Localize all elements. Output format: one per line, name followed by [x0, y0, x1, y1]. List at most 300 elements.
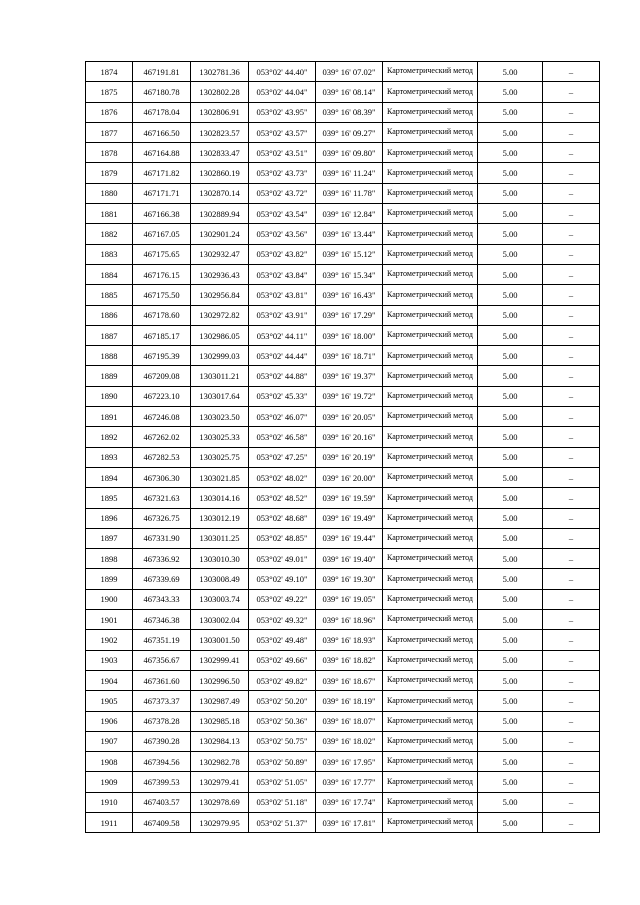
point-number-cell: 1875	[86, 82, 133, 102]
longitude-cell: 039° 16' 19.37"	[316, 366, 383, 386]
accuracy-cell: 5.00	[478, 467, 543, 487]
table-row	[86, 163, 600, 183]
method-cell: Картометрический метод	[383, 224, 478, 244]
longitude-cell: 039° 16' 17.74"	[316, 792, 383, 812]
coord-y-cell: 1302781.36	[191, 62, 249, 82]
coord-x-cell: 467166.50	[133, 122, 191, 142]
method-cell: Картометрический метод	[383, 549, 478, 569]
coord-y-cell: 1302806.91	[191, 102, 249, 122]
point-number-cell: 1902	[86, 630, 133, 650]
accuracy-cell: 5.00	[478, 346, 543, 366]
method-cell: Картометрический метод	[383, 102, 478, 122]
method-cell: Картометрический метод	[383, 812, 478, 832]
longitude-cell: 039° 16' 19.49"	[316, 508, 383, 528]
coord-y-cell: 1302999.41	[191, 650, 249, 670]
table-row	[86, 792, 600, 812]
table-row	[86, 447, 600, 467]
accuracy-cell: 5.00	[478, 285, 543, 305]
method-cell: Картометрический метод	[383, 670, 478, 690]
method-cell: Картометрический метод	[383, 264, 478, 284]
accuracy-cell: 5.00	[478, 366, 543, 386]
coord-y-cell: 1302870.14	[191, 183, 249, 203]
coord-y-cell: 1303021.85	[191, 467, 249, 487]
accuracy-cell: 5.00	[478, 224, 543, 244]
coord-y-cell: 1302984.13	[191, 731, 249, 751]
coord-x-cell: 467164.88	[133, 143, 191, 163]
latitude-cell: 053°02' 43.54"	[249, 204, 316, 224]
table-body	[86, 62, 600, 833]
table-row	[86, 731, 600, 751]
note-cell: –	[543, 731, 600, 751]
latitude-cell: 053°02' 43.84"	[249, 264, 316, 284]
note-cell: –	[543, 467, 600, 487]
coord-y-cell: 1302978.69	[191, 792, 249, 812]
point-number-cell: 1898	[86, 549, 133, 569]
note-cell: –	[543, 366, 600, 386]
longitude-cell: 039° 16' 09.80"	[316, 143, 383, 163]
coord-y-cell: 1303011.25	[191, 528, 249, 548]
note-cell: –	[543, 508, 600, 528]
accuracy-cell: 5.00	[478, 427, 543, 447]
coord-y-cell: 1302996.50	[191, 670, 249, 690]
method-cell: Картометрический метод	[383, 325, 478, 345]
note-cell: –	[543, 163, 600, 183]
coord-y-cell: 1302986.05	[191, 325, 249, 345]
accuracy-cell: 5.00	[478, 122, 543, 142]
note-cell: –	[543, 610, 600, 630]
note-cell: –	[543, 772, 600, 792]
coord-x-cell: 467282.53	[133, 447, 191, 467]
table-row	[86, 610, 600, 630]
accuracy-cell: 5.00	[478, 772, 543, 792]
accuracy-cell: 5.00	[478, 731, 543, 751]
method-cell: Картометрический метод	[383, 143, 478, 163]
coord-x-cell: 467321.63	[133, 488, 191, 508]
method-cell: Картометрический метод	[383, 346, 478, 366]
point-number-cell: 1904	[86, 670, 133, 690]
latitude-cell: 053°02' 43.82"	[249, 244, 316, 264]
method-cell: Картометрический метод	[383, 163, 478, 183]
method-cell: Картометрический метод	[383, 650, 478, 670]
longitude-cell: 039° 16' 20.16"	[316, 427, 383, 447]
coord-y-cell: 1303002.04	[191, 610, 249, 630]
method-cell: Картометрический метод	[383, 427, 478, 447]
note-cell: –	[543, 589, 600, 609]
latitude-cell: 053°02' 44.11"	[249, 325, 316, 345]
table-row	[86, 122, 600, 142]
coord-y-cell: 1303014.16	[191, 488, 249, 508]
accuracy-cell: 5.00	[478, 102, 543, 122]
latitude-cell: 053°02' 48.68"	[249, 508, 316, 528]
table-row	[86, 549, 600, 569]
latitude-cell: 053°02' 45.33"	[249, 386, 316, 406]
note-cell: –	[543, 102, 600, 122]
table-row	[86, 143, 600, 163]
note-cell: –	[543, 427, 600, 447]
point-number-cell: 1877	[86, 122, 133, 142]
accuracy-cell: 5.00	[478, 488, 543, 508]
coord-y-cell: 1303010.30	[191, 549, 249, 569]
method-cell: Картометрический метод	[383, 691, 478, 711]
coord-y-cell: 1302802.28	[191, 82, 249, 102]
coord-x-cell: 467180.78	[133, 82, 191, 102]
coord-x-cell: 467409.58	[133, 812, 191, 832]
accuracy-cell: 5.00	[478, 630, 543, 650]
note-cell: –	[543, 82, 600, 102]
latitude-cell: 053°02' 48.02"	[249, 467, 316, 487]
accuracy-cell: 5.00	[478, 792, 543, 812]
longitude-cell: 039° 16' 20.05"	[316, 407, 383, 427]
coord-x-cell: 467185.17	[133, 325, 191, 345]
note-cell: –	[543, 143, 600, 163]
latitude-cell: 053°02' 43.73"	[249, 163, 316, 183]
latitude-cell: 053°02' 49.82"	[249, 670, 316, 690]
coord-y-cell: 1303017.64	[191, 386, 249, 406]
method-cell: Картометрический метод	[383, 528, 478, 548]
coord-x-cell: 467209.08	[133, 366, 191, 386]
method-cell: Картометрический метод	[383, 366, 478, 386]
coord-y-cell: 1302979.41	[191, 772, 249, 792]
table-row	[86, 224, 600, 244]
coord-x-cell: 467394.56	[133, 752, 191, 772]
longitude-cell: 039° 16' 16.43"	[316, 285, 383, 305]
longitude-cell: 039° 16' 19.59"	[316, 488, 383, 508]
coord-x-cell: 467175.65	[133, 244, 191, 264]
latitude-cell: 053°02' 48.52"	[249, 488, 316, 508]
coord-y-cell: 1303001.50	[191, 630, 249, 650]
coord-x-cell: 467390.28	[133, 731, 191, 751]
note-cell: –	[543, 122, 600, 142]
coord-x-cell: 467326.75	[133, 508, 191, 528]
point-number-cell: 1878	[86, 143, 133, 163]
table-row	[86, 407, 600, 427]
coord-y-cell: 1302889.94	[191, 204, 249, 224]
latitude-cell: 053°02' 47.25"	[249, 447, 316, 467]
table-row	[86, 508, 600, 528]
coord-x-cell: 467262.02	[133, 427, 191, 447]
coord-x-cell: 467339.69	[133, 569, 191, 589]
method-cell: Картометрический метод	[383, 183, 478, 203]
latitude-cell: 053°02' 51.05"	[249, 772, 316, 792]
accuracy-cell: 5.00	[478, 163, 543, 183]
table-row	[86, 183, 600, 203]
point-number-cell: 1880	[86, 183, 133, 203]
accuracy-cell: 5.00	[478, 711, 543, 731]
method-cell: Картометрический метод	[383, 792, 478, 812]
method-cell: Картометрический метод	[383, 244, 478, 264]
method-cell: Картометрический метод	[383, 386, 478, 406]
accuracy-cell: 5.00	[478, 691, 543, 711]
coord-x-cell: 467306.30	[133, 467, 191, 487]
coord-x-cell: 467246.08	[133, 407, 191, 427]
coord-x-cell: 467351.19	[133, 630, 191, 650]
table-row	[86, 366, 600, 386]
method-cell: Картометрический метод	[383, 204, 478, 224]
coord-y-cell: 1302985.18	[191, 711, 249, 731]
point-number-cell: 1899	[86, 569, 133, 589]
longitude-cell: 039° 16' 18.67"	[316, 670, 383, 690]
latitude-cell: 053°02' 49.32"	[249, 610, 316, 630]
accuracy-cell: 5.00	[478, 325, 543, 345]
latitude-cell: 053°02' 46.58"	[249, 427, 316, 447]
point-number-cell: 1893	[86, 447, 133, 467]
latitude-cell: 053°02' 50.75"	[249, 731, 316, 751]
method-cell: Картометрический метод	[383, 467, 478, 487]
point-number-cell: 1886	[86, 305, 133, 325]
longitude-cell: 039° 16' 18.07"	[316, 711, 383, 731]
longitude-cell: 039° 16' 11.24"	[316, 163, 383, 183]
note-cell: –	[543, 812, 600, 832]
note-cell: –	[543, 569, 600, 589]
note-cell: –	[543, 264, 600, 284]
point-number-cell: 1889	[86, 366, 133, 386]
point-number-cell: 1900	[86, 589, 133, 609]
longitude-cell: 039° 16' 18.82"	[316, 650, 383, 670]
point-number-cell: 1897	[86, 528, 133, 548]
table-row	[86, 691, 600, 711]
point-number-cell: 1895	[86, 488, 133, 508]
note-cell: –	[543, 62, 600, 82]
accuracy-cell: 5.00	[478, 143, 543, 163]
table-row	[86, 772, 600, 792]
accuracy-cell: 5.00	[478, 508, 543, 528]
coord-x-cell: 467167.05	[133, 224, 191, 244]
latitude-cell: 053°02' 49.22"	[249, 589, 316, 609]
table-row	[86, 204, 600, 224]
coord-y-cell: 1303011.21	[191, 366, 249, 386]
longitude-cell: 039° 16' 20.00"	[316, 467, 383, 487]
coord-x-cell: 467178.04	[133, 102, 191, 122]
table-row	[86, 305, 600, 325]
coord-x-cell: 467399.53	[133, 772, 191, 792]
point-number-cell: 1909	[86, 772, 133, 792]
longitude-cell: 039° 16' 09.27"	[316, 122, 383, 142]
coord-x-cell: 467171.71	[133, 183, 191, 203]
latitude-cell: 053°02' 43.57"	[249, 122, 316, 142]
longitude-cell: 039° 16' 17.29"	[316, 305, 383, 325]
longitude-cell: 039° 16' 19.05"	[316, 589, 383, 609]
note-cell: –	[543, 630, 600, 650]
longitude-cell: 039° 16' 18.00"	[316, 325, 383, 345]
point-number-cell: 1884	[86, 264, 133, 284]
point-number-cell: 1901	[86, 610, 133, 630]
table-row	[86, 670, 600, 690]
table-row	[86, 650, 600, 670]
note-cell: –	[543, 346, 600, 366]
table-row	[86, 264, 600, 284]
longitude-cell: 039° 16' 20.19"	[316, 447, 383, 467]
coord-x-cell: 467373.37	[133, 691, 191, 711]
point-number-cell: 1911	[86, 812, 133, 832]
coord-x-cell: 467343.33	[133, 589, 191, 609]
coord-y-cell: 1303025.33	[191, 427, 249, 447]
latitude-cell: 053°02' 43.91"	[249, 305, 316, 325]
longitude-cell: 039° 16' 08.14"	[316, 82, 383, 102]
note-cell: –	[543, 528, 600, 548]
accuracy-cell: 5.00	[478, 183, 543, 203]
coord-y-cell: 1302979.95	[191, 812, 249, 832]
latitude-cell: 053°02' 50.89"	[249, 752, 316, 772]
point-number-cell: 1887	[86, 325, 133, 345]
point-number-cell: 1890	[86, 386, 133, 406]
coord-y-cell: 1302956.84	[191, 285, 249, 305]
point-number-cell: 1910	[86, 792, 133, 812]
longitude-cell: 039° 16' 07.02"	[316, 62, 383, 82]
point-number-cell: 1892	[86, 427, 133, 447]
coord-y-cell: 1303023.50	[191, 407, 249, 427]
point-number-cell: 1885	[86, 285, 133, 305]
note-cell: –	[543, 447, 600, 467]
longitude-cell: 039° 16' 13.44"	[316, 224, 383, 244]
coord-y-cell: 1302972.82	[191, 305, 249, 325]
latitude-cell: 053°02' 49.48"	[249, 630, 316, 650]
accuracy-cell: 5.00	[478, 528, 543, 548]
note-cell: –	[543, 670, 600, 690]
coord-x-cell: 467178.60	[133, 305, 191, 325]
method-cell: Картометрический метод	[383, 772, 478, 792]
table-row	[86, 346, 600, 366]
accuracy-cell: 5.00	[478, 569, 543, 589]
point-number-cell: 1876	[86, 102, 133, 122]
point-number-cell: 1888	[86, 346, 133, 366]
method-cell: Картометрический метод	[383, 731, 478, 751]
note-cell: –	[543, 488, 600, 508]
table-row	[86, 711, 600, 731]
coord-x-cell: 467378.28	[133, 711, 191, 731]
note-cell: –	[543, 691, 600, 711]
longitude-cell: 039° 16' 18.71"	[316, 346, 383, 366]
coord-x-cell: 467361.60	[133, 670, 191, 690]
longitude-cell: 039° 16' 18.96"	[316, 610, 383, 630]
coord-y-cell: 1303025.75	[191, 447, 249, 467]
point-number-cell: 1882	[86, 224, 133, 244]
latitude-cell: 053°02' 46.07"	[249, 407, 316, 427]
accuracy-cell: 5.00	[478, 589, 543, 609]
method-cell: Картометрический метод	[383, 122, 478, 142]
note-cell: –	[543, 752, 600, 772]
method-cell: Картометрический метод	[383, 62, 478, 82]
point-number-cell: 1881	[86, 204, 133, 224]
latitude-cell: 053°02' 44.88"	[249, 366, 316, 386]
method-cell: Картометрический метод	[383, 610, 478, 630]
longitude-cell: 039° 16' 17.95"	[316, 752, 383, 772]
note-cell: –	[543, 244, 600, 264]
point-number-cell: 1907	[86, 731, 133, 751]
coord-y-cell: 1303003.74	[191, 589, 249, 609]
longitude-cell: 039° 16' 12.84"	[316, 204, 383, 224]
coord-y-cell: 1302901.24	[191, 224, 249, 244]
point-number-cell: 1908	[86, 752, 133, 772]
accuracy-cell: 5.00	[478, 264, 543, 284]
accuracy-cell: 5.00	[478, 305, 543, 325]
latitude-cell: 053°02' 43.95"	[249, 102, 316, 122]
coord-y-cell: 1302936.43	[191, 264, 249, 284]
table-row	[86, 244, 600, 264]
longitude-cell: 039° 16' 17.77"	[316, 772, 383, 792]
note-cell: –	[543, 407, 600, 427]
table-row	[86, 630, 600, 650]
table-row	[86, 569, 600, 589]
latitude-cell: 053°02' 49.66"	[249, 650, 316, 670]
accuracy-cell: 5.00	[478, 204, 543, 224]
point-number-cell: 1874	[86, 62, 133, 82]
table-row	[86, 528, 600, 548]
longitude-cell: 039° 16' 19.40"	[316, 549, 383, 569]
longitude-cell: 039° 16' 18.19"	[316, 691, 383, 711]
coord-y-cell: 1303008.49	[191, 569, 249, 589]
point-number-cell: 1896	[86, 508, 133, 528]
note-cell: –	[543, 224, 600, 244]
method-cell: Картометрический метод	[383, 589, 478, 609]
coord-x-cell: 467346.38	[133, 610, 191, 630]
table-row	[86, 325, 600, 345]
accuracy-cell: 5.00	[478, 670, 543, 690]
latitude-cell: 053°02' 48.85"	[249, 528, 316, 548]
longitude-cell: 039° 16' 19.72"	[316, 386, 383, 406]
latitude-cell: 053°02' 43.72"	[249, 183, 316, 203]
longitude-cell: 039° 16' 08.39"	[316, 102, 383, 122]
longitude-cell: 039° 16' 11.78"	[316, 183, 383, 203]
coord-y-cell: 1302982.78	[191, 752, 249, 772]
coord-y-cell: 1302932.47	[191, 244, 249, 264]
point-number-cell: 1903	[86, 650, 133, 670]
accuracy-cell: 5.00	[478, 62, 543, 82]
coord-y-cell: 1302999.03	[191, 346, 249, 366]
table-row	[86, 488, 600, 508]
coord-x-cell: 467356.67	[133, 650, 191, 670]
note-cell: –	[543, 305, 600, 325]
coord-x-cell: 467336.92	[133, 549, 191, 569]
latitude-cell: 053°02' 43.51"	[249, 143, 316, 163]
table-row	[86, 285, 600, 305]
table-row	[86, 589, 600, 609]
table-row	[86, 467, 600, 487]
coord-x-cell: 467223.10	[133, 386, 191, 406]
accuracy-cell: 5.00	[478, 447, 543, 467]
point-number-cell: 1891	[86, 407, 133, 427]
latitude-cell: 053°02' 43.81"	[249, 285, 316, 305]
longitude-cell: 039° 16' 15.34"	[316, 264, 383, 284]
method-cell: Картометрический метод	[383, 508, 478, 528]
coord-x-cell: 467176.15	[133, 264, 191, 284]
table-row	[86, 752, 600, 772]
latitude-cell: 053°02' 50.20"	[249, 691, 316, 711]
note-cell: –	[543, 711, 600, 731]
longitude-cell: 039° 16' 19.44"	[316, 528, 383, 548]
coordinates-table	[85, 61, 600, 833]
method-cell: Картометрический метод	[383, 488, 478, 508]
note-cell: –	[543, 549, 600, 569]
coord-y-cell: 1303012.19	[191, 508, 249, 528]
latitude-cell: 053°02' 44.40"	[249, 62, 316, 82]
method-cell: Картометрический метод	[383, 407, 478, 427]
method-cell: Картометрический метод	[383, 305, 478, 325]
note-cell: –	[543, 650, 600, 670]
latitude-cell: 053°02' 43.56"	[249, 224, 316, 244]
longitude-cell: 039° 16' 19.30"	[316, 569, 383, 589]
latitude-cell: 053°02' 49.10"	[249, 569, 316, 589]
longitude-cell: 039° 16' 15.12"	[316, 244, 383, 264]
coord-x-cell: 467191.81	[133, 62, 191, 82]
longitude-cell: 039° 16' 18.93"	[316, 630, 383, 650]
accuracy-cell: 5.00	[478, 650, 543, 670]
method-cell: Картометрический метод	[383, 752, 478, 772]
note-cell: –	[543, 325, 600, 345]
coord-x-cell: 467166.38	[133, 204, 191, 224]
note-cell: –	[543, 386, 600, 406]
note-cell: –	[543, 183, 600, 203]
accuracy-cell: 5.00	[478, 244, 543, 264]
